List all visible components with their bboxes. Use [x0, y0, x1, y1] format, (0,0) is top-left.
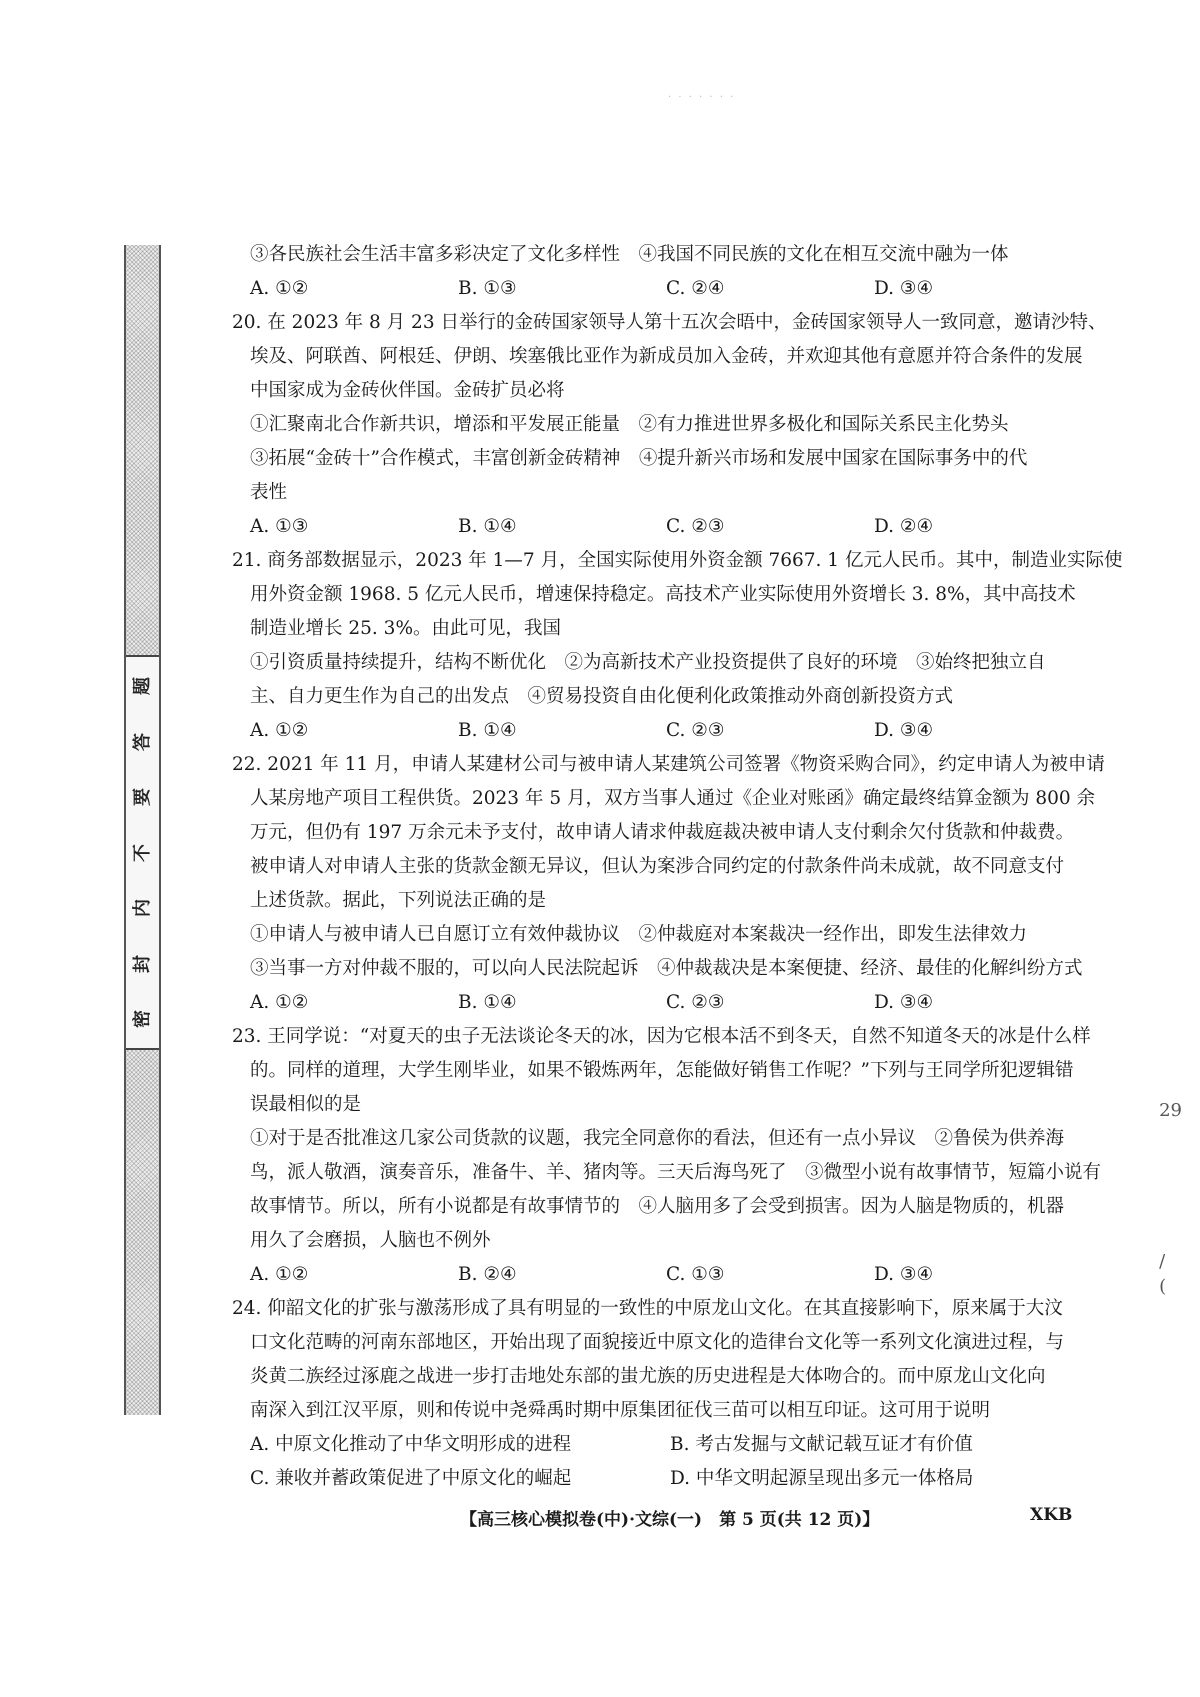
question-22 [232, 748, 1105, 782]
option-b: B. ②④ [458, 1264, 517, 1285]
option-b: B. 考古发掘与文献记载互证才有价值 [670, 1434, 973, 1455]
answer-options [250, 1462, 1100, 1496]
margin-mark-text: ( [1159, 1276, 1167, 1297]
seal-notice-box [126, 655, 159, 1050]
option-a: A. ①③ [250, 516, 309, 537]
question-stem-line: 中国家成为金砖伙伴国。金砖扩员必将 [250, 380, 565, 401]
seal-char: 封 [131, 954, 153, 973]
question-stem-line: 被申请人对申请人主张的货款金额无异议，但认为案涉合同约定的付款条件尚未成就，故不同意支付 [250, 856, 1065, 877]
answer-options [250, 1258, 1100, 1292]
option-c: C. ②③ [666, 992, 725, 1013]
seal-char: 要 [131, 788, 153, 806]
statement-line: 鸟，派人敬酒，演奏音乐，准备牛、羊、猪肉等。三天后海鸟死了 ③微型小说有故事情节，短篇小说有 [250, 1162, 1102, 1183]
statement-line: ③拓展“金砖十”合作模式，丰富创新金砖精神 ④提升新兴市场和发展中国家在国际事务中的代 [250, 448, 1028, 469]
statement-line: 表性 [250, 482, 288, 503]
question-stem-line: 的。同样的道理，大学生刚毕业，如果不锻炼两年，怎能做好销售工作呢？”下列与王同学所犯逻辑错 [250, 1060, 1074, 1081]
seal-char: 内 [131, 899, 153, 917]
question-stem-line: 炎黄二族经过涿鹿之战进一步打击地处东部的蚩尤族的历史进程是大体吻合的。而中原龙山文化向 [250, 1366, 1046, 1387]
answer-options [250, 986, 1100, 1020]
answer-options [250, 510, 1100, 544]
statement-line: 主、自力更生作为自己的出发点 ④贸易投资自由化便利化政策推动外商创新投资方式 [250, 686, 954, 707]
option-d: D. 中华文明起源呈现出多元一体格局 [670, 1468, 974, 1489]
question-stem-line: 埃及、阿联酋、阿根廷、伊朗、埃塞俄比亚作为新成员加入金砖，并欢迎其他有意愿并符合条件的发展 [250, 346, 1083, 367]
footer-code: XKB [1030, 1505, 1073, 1525]
question-stem-line: 口文化范畴的河南东部地区，开始出现了面貌接近中原文化的造律台文化等一系列文化演进过程，与 [250, 1332, 1065, 1353]
question-stem-line: 制造业增长 25. 3%。由此可见，我国 [250, 618, 562, 639]
statement-line: ①对于是否批准这几家公司货款的议题，我完全同意你的看法，但还有一点小异议 ②鲁侯为供养海 [250, 1128, 1065, 1149]
question-21-body [250, 578, 1100, 748]
seal-char: 密 [131, 1010, 153, 1028]
question-24 [232, 1292, 1100, 1326]
question-20-body [250, 340, 1100, 544]
option-d: D. ③④ [874, 1264, 934, 1285]
option-c: C. ②④ [666, 278, 725, 299]
option-c: C. ①③ [666, 1264, 725, 1285]
question-stem-line: 20. 在 2023 年 8 月 23 日举行的金砖国家领导人第十五次会晤中，金砖国家领导人一致同意，邀请沙特、 [232, 312, 1107, 333]
question-stem-line: 21. 商务部数据显示，2023 年 1—7 月，全国实际使用外资金额 7667. 1 亿元人民币。其中，制造业实际使 [232, 550, 1123, 571]
question-stem-line: 南深入到江汉平原，则和传说中尧舜禹时期中原集团征伐三苗可以相互印证。这可用于说明 [250, 1400, 991, 1421]
question-stem-line: 误最相似的是 [250, 1094, 362, 1115]
option-a: A. ①② [250, 720, 309, 741]
seal-char: 不 [131, 843, 153, 862]
option-a: A. 中原文化推动了中华文明形成的进程 [250, 1434, 572, 1455]
seal-char: 答 [131, 732, 153, 751]
statement-line: ①引资质量持续提升，结构不断优化 ②为高新技术产业投资提供了良好的环境 ③始终把独立自 [250, 652, 1046, 673]
margin-mark-text: / [1159, 1251, 1166, 1272]
option-a: A. ①② [250, 992, 309, 1013]
question-22-body [250, 782, 1100, 1020]
question-23 [232, 1020, 1100, 1054]
option-b: B. ①④ [458, 516, 517, 537]
answer-options [250, 714, 1100, 748]
option-b: B. ①④ [458, 720, 517, 741]
option-d: D. ③④ [874, 992, 934, 1013]
option-a: A. ①② [250, 278, 309, 299]
option-d: D. ②④ [874, 516, 934, 537]
statement-line: ①申请人与被申请人已自愿订立有效仲裁协议 ②仲裁庭对本案裁决一经作出，即发生法律效力 [250, 924, 1028, 945]
question-stem-line: 上述货款。据此，下列说法正确的是 [250, 890, 547, 911]
question-24-body [250, 1326, 1100, 1496]
answer-options [250, 272, 1100, 306]
option-d: D. ③④ [874, 720, 934, 741]
question-stem-line: 万元，但仍有 197 万余元未予支付，故申请人请求仲裁庭裁决被申请人支付剩余欠付货款和仲裁费。 [250, 822, 1075, 843]
question-stem-line: 人某房地产项目工程供货。2023 年 5 月，双方当事人通过《企业对账函》确定最终结算金额为 800 余 [250, 788, 1096, 809]
page-content [232, 238, 1123, 1496]
question-stem-line: 24. 仰韶文化的扩张与激荡形成了具有明显的一致性的中原龙山文化。在其直接影响下，原来属于大汶 [232, 1298, 1063, 1319]
option-d: D. ③④ [874, 278, 934, 299]
question-stem-line: 23. 王同学说：“对夏天的虫子无法谈论冬天的冰，因为它根本活不到冬天，自然不知道冬天的冰是什么样 [232, 1026, 1091, 1047]
footer-title: 【高三核心模拟卷(中)·文综(一) 第 5 页(共 12 页)】 [460, 1510, 880, 1530]
question-stem-line: 22. 2021 年 11 月，申请人某建材公司与被申请人某建筑公司签署《物资采购合同》，约定申请人为被申请 [232, 754, 1105, 775]
option-c: C. ②③ [666, 516, 725, 537]
option-a: A. ①② [250, 1264, 309, 1285]
statement-line: ③当事一方对仲裁不服的，可以向人民法院起诉 ④仲裁裁决是本案便捷、经济、最佳的化解纠纷方式 [250, 958, 1083, 979]
option-b: B. ①③ [458, 278, 517, 299]
option-c: C. ②③ [666, 720, 725, 741]
question-19-continuation [250, 238, 1100, 306]
margin-mark [1159, 1100, 1182, 1297]
option-c: C. 兼收并蓄政策促进了中原文化的崛起 [250, 1468, 572, 1489]
margin-mark-text: 29 [1159, 1100, 1182, 1121]
statement-line: ③各民族社会生活丰富多彩决定了文化多样性 ④我国不同民族的文化在相互交流中融为一体 [250, 244, 1009, 265]
statement-line: 故事情节。所以，所有小说都是有故事情节的 ④人脑用多了会受到损害。因为人脑是物质的，机器 [250, 1196, 1065, 1217]
seal-line-strip [124, 245, 161, 1415]
statement-line: ①汇聚南北合作新共识，增添和平发展正能量 ②有力推进世界多极化和国际关系民主化势头 [250, 414, 1009, 435]
statement-line: 用久了会磨损，人脑也不例外 [250, 1230, 491, 1251]
question-21 [232, 544, 1123, 578]
scan-artifact: · · · · · · · [668, 92, 736, 103]
answer-options [250, 1428, 1100, 1462]
seal-char: 题 [131, 677, 153, 695]
question-stem-line: 用外资金额 1968. 5 亿元人民币，增速保持稳定。高技术产业实际使用外资增长 3. 8%，其中高技术 [250, 584, 1076, 605]
question-20 [232, 306, 1107, 340]
option-b: B. ①④ [458, 992, 517, 1013]
question-23-body [250, 1054, 1100, 1292]
